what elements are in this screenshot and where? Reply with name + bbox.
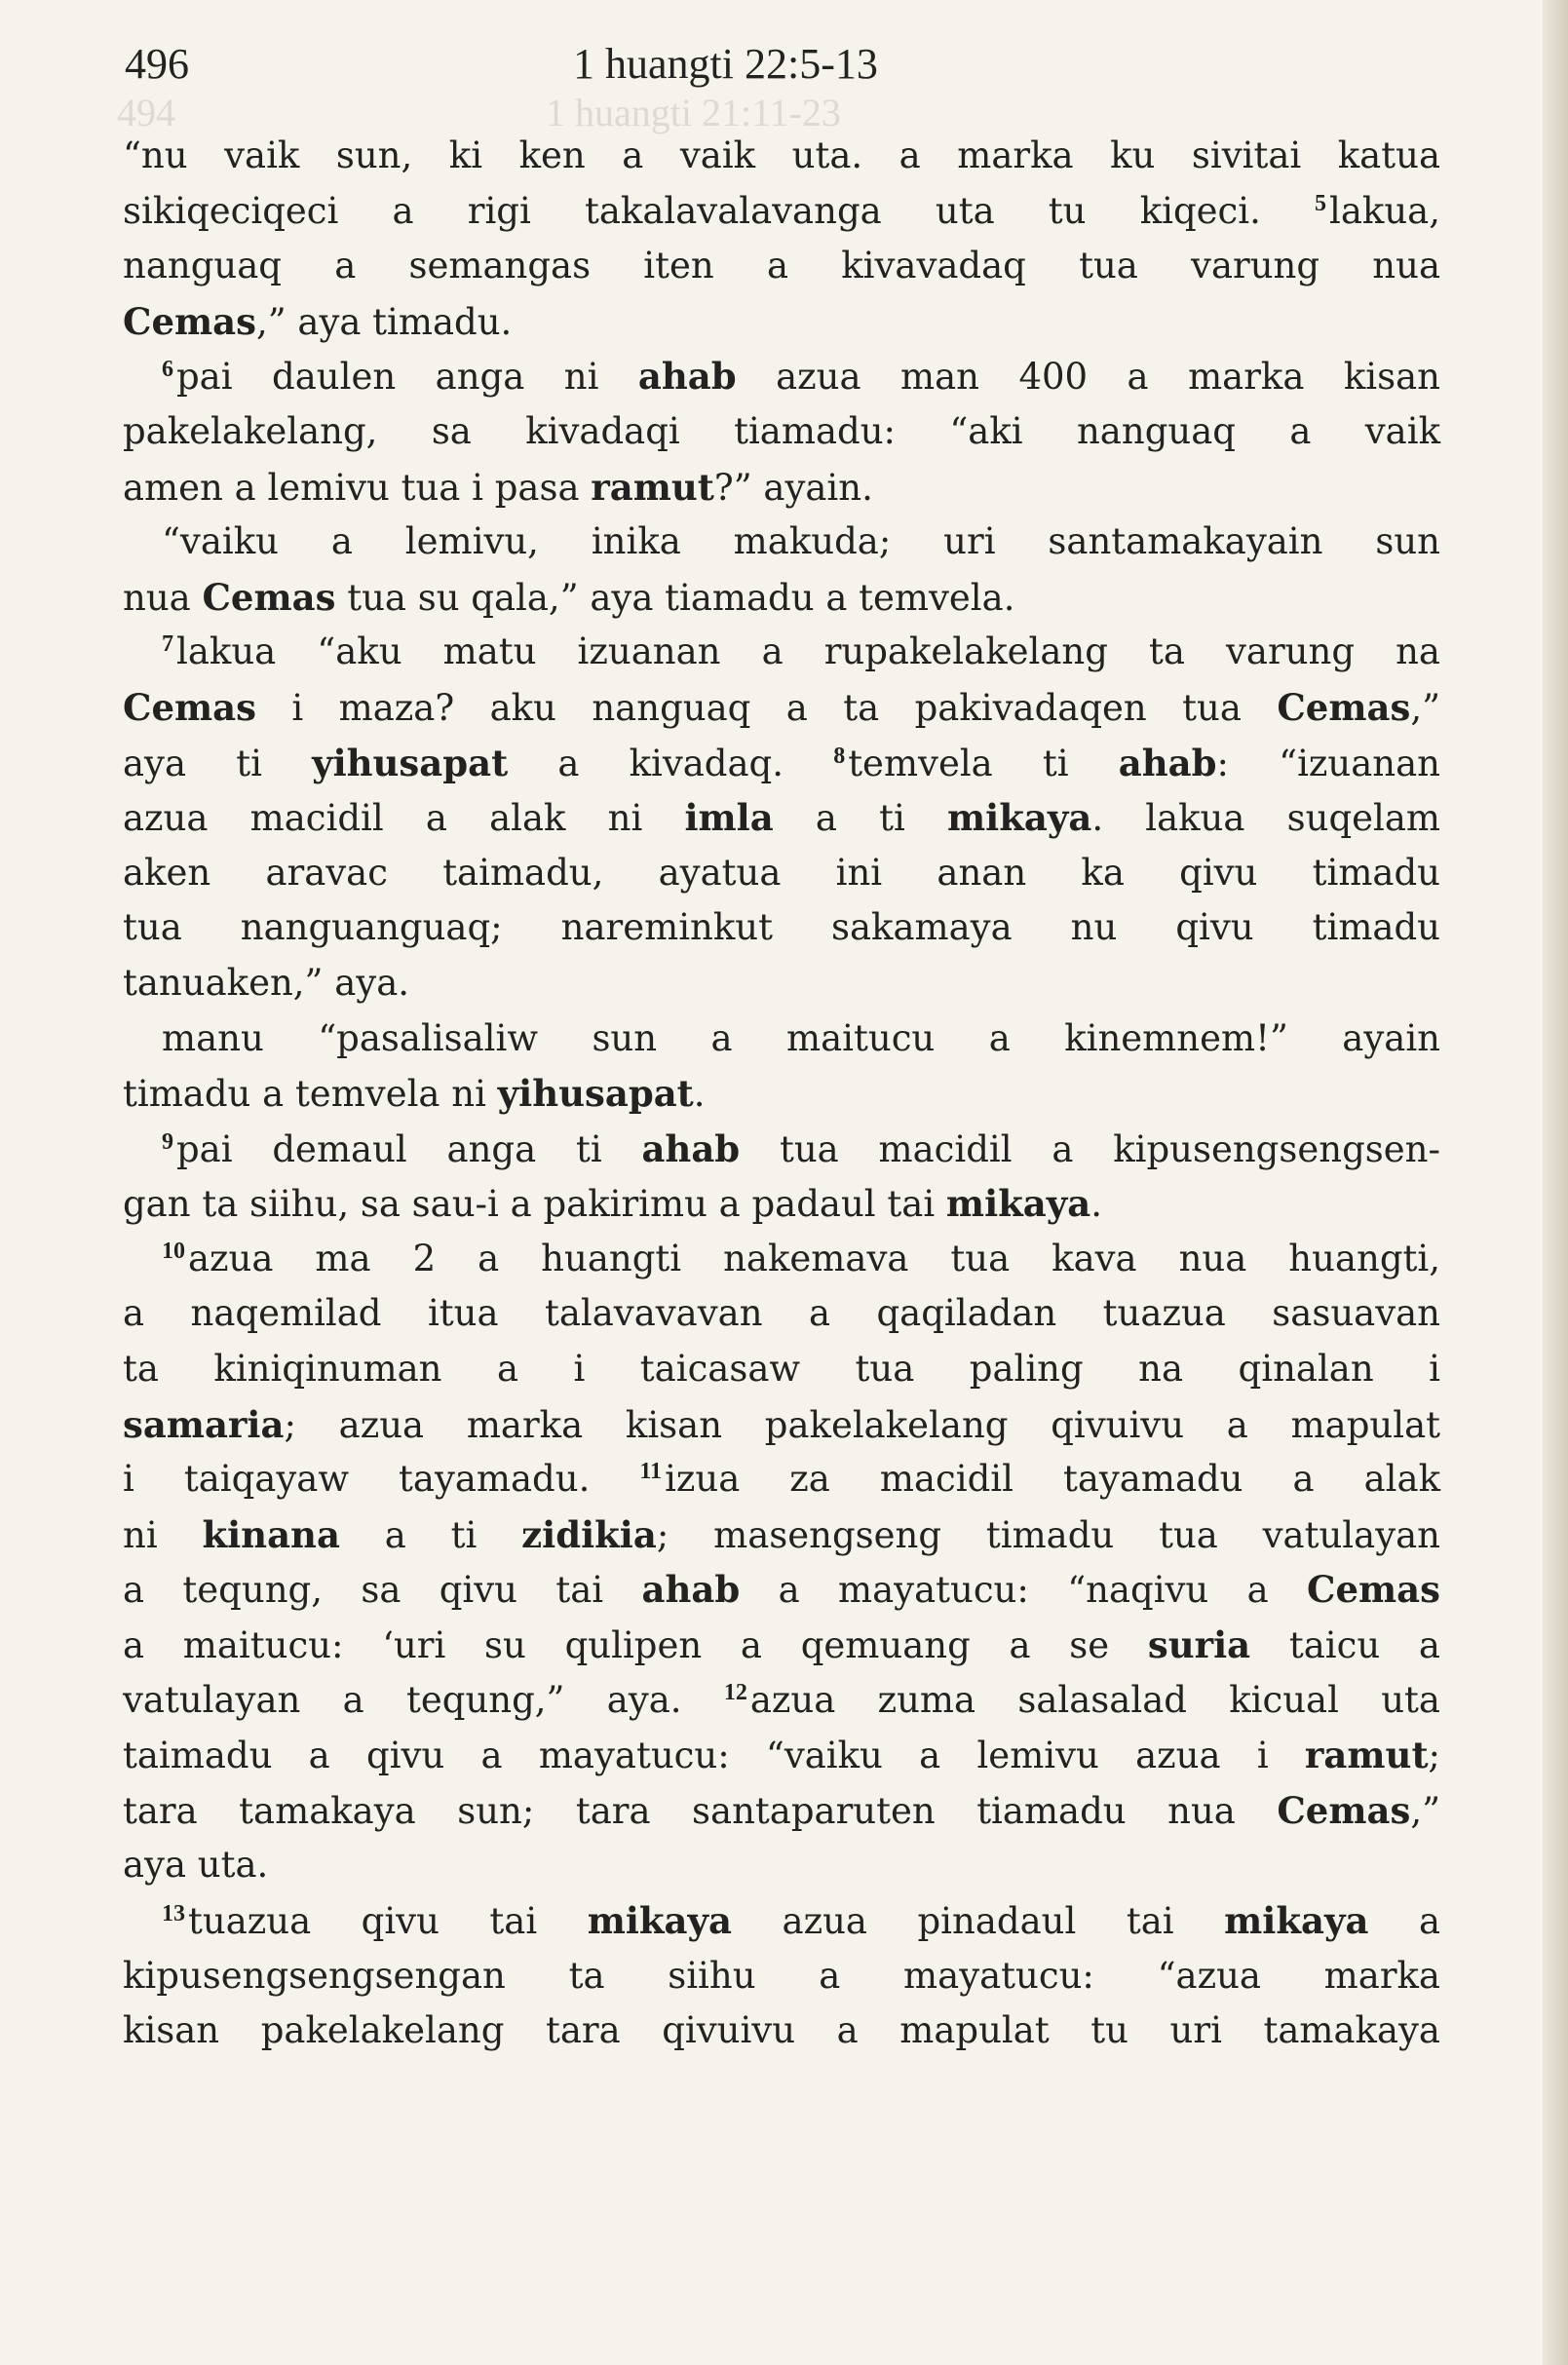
text-line xyxy=(123,625,1440,680)
text-run: temvela ti xyxy=(848,742,1119,784)
bold-term: Cemas xyxy=(1307,1568,1440,1612)
text-run: gan ta siihu, sa sau-i a pakirimu a padaul tai xyxy=(123,1183,946,1226)
text-run: ,” xyxy=(1410,686,1440,729)
verse-number: 8 xyxy=(833,743,846,769)
text-run: pai daulen anga ni xyxy=(176,356,638,399)
text-line xyxy=(123,956,1440,1011)
bold-term: ramut xyxy=(591,465,714,509)
page-gutter-shadow xyxy=(1543,0,1568,2365)
verse-number: 10 xyxy=(162,1238,185,1264)
text-run: azua ma 2 a huangti nakemava tua kava nua huangti, xyxy=(188,1237,1440,1279)
text-run: amen a lemivu tua i pasa xyxy=(123,466,592,509)
text-line xyxy=(123,1286,1440,1342)
text-run: azua macidil a alak ni xyxy=(123,797,685,840)
text-line xyxy=(123,1176,1440,1232)
verse-number: 11 xyxy=(639,1459,663,1485)
text-line xyxy=(123,790,1440,846)
text-line xyxy=(123,1066,1440,1122)
text-run: azua zuma salasalad kicual uta xyxy=(749,1678,1440,1721)
text-run: ni xyxy=(123,1513,203,1556)
text-run: sikiqeciqeci a rigi takalavalavanga uta tu kiqeci. xyxy=(123,189,1316,232)
bold-term: mikaya xyxy=(945,1182,1091,1226)
text-run: azua pinadaul tai xyxy=(732,1900,1225,1942)
bold-term: ramut xyxy=(1304,1734,1429,1777)
text-run: a tequng, sa qivu tai xyxy=(123,1569,642,1612)
text-line xyxy=(123,1893,1440,1949)
text-run: ?” ayain. xyxy=(713,466,873,509)
text-line xyxy=(123,1011,1440,1067)
text-run: ta kiniqinuman a i taicasaw tua paling na qinalan i xyxy=(123,1348,1440,1391)
bold-term: mikaya xyxy=(947,796,1092,840)
text-run: taicu a xyxy=(1250,1624,1440,1667)
scripture-text xyxy=(123,129,1440,2059)
bold-term: mikaya xyxy=(1224,1899,1369,1942)
text-line xyxy=(123,515,1440,570)
text-run: pakelakelang, sa kivadaqi tiamadu: “aki nanguaq a vaik xyxy=(123,409,1440,452)
text-line xyxy=(123,1507,1440,1563)
bold-term: ahab xyxy=(641,1568,741,1612)
page-header xyxy=(0,39,1568,97)
text-line xyxy=(123,1562,1440,1618)
text-run: vatulayan a tequng,” aya. xyxy=(123,1678,724,1721)
bold-term: ahab xyxy=(641,1126,741,1170)
text-line xyxy=(123,460,1440,515)
text-run: “nu vaik sun, ki ken a vaik uta. a marka ku sivitai katua xyxy=(123,134,1440,176)
text-line xyxy=(123,294,1440,350)
text-run: nanguaq a semangas iten a kivavadaq tua varung nua xyxy=(123,245,1440,287)
text-line xyxy=(123,404,1440,460)
text-line xyxy=(123,900,1440,956)
text-run: kipusengsengsengan ta siihu a mayatucu: “azua marka xyxy=(123,1954,1440,1997)
text-run: ,” xyxy=(1410,1789,1440,1832)
text-run: “vaiku a lemivu, inika makuda; uri santamakayain sun xyxy=(162,520,1440,563)
text-run: kisan pakelakelang tara qivuivu a mapulat tu uri tamakaya xyxy=(123,2009,1440,2052)
bold-term: Cemas xyxy=(123,299,256,343)
text-run: i taiqayaw tayamadu. xyxy=(123,1458,640,1501)
bold-term: suria xyxy=(1147,1623,1251,1667)
text-run: a mayatucu: “naqivu a xyxy=(740,1569,1308,1612)
verse-number: 12 xyxy=(723,1679,747,1705)
text-run: tua macidil a kipusengsengsen- xyxy=(740,1127,1440,1170)
bold-term: Cemas xyxy=(1277,685,1411,729)
text-line xyxy=(123,570,1440,626)
text-run: aya uta. xyxy=(123,1844,269,1887)
text-line xyxy=(123,1452,1440,1507)
running-head: 1 huangti 22:5-13 xyxy=(573,40,878,88)
bold-term: samaria xyxy=(123,1402,285,1446)
text-run: taimadu a qivu a mayatucu: “vaiku a lemivu azua i xyxy=(123,1735,1305,1777)
text-line xyxy=(123,1673,1440,1729)
text-line xyxy=(123,1122,1440,1177)
bold-term: imla xyxy=(684,796,774,840)
text-run: pai demaul anga ti xyxy=(176,1127,642,1170)
bold-term: ahab xyxy=(1118,741,1217,784)
text-line xyxy=(123,1232,1440,1287)
verse-number: 9 xyxy=(162,1128,173,1155)
verse-number: 7 xyxy=(162,631,173,658)
bold-term: Cemas xyxy=(202,575,336,619)
text-line xyxy=(123,184,1440,240)
bleed-through-page-number: 494 xyxy=(117,91,175,134)
text-run: . xyxy=(693,1073,706,1116)
text-run: izua za macidil tayamadu a alak xyxy=(665,1458,1440,1501)
text-run: ; xyxy=(1428,1735,1440,1777)
text-run: tara tamakaya sun; tara santaparuten tiamadu nua xyxy=(123,1789,1278,1832)
text-line xyxy=(123,1397,1440,1453)
text-run: ; azua marka kisan pakelakelang qivuivu a mapulat xyxy=(284,1403,1440,1446)
text-run: tua nanguanguaq; nareminkut sakamaya nu qivu timadu xyxy=(123,906,1440,949)
text-run: timadu a temvela ni xyxy=(123,1073,498,1116)
text-run: tua su qala,” aya tiamadu a temvela. xyxy=(335,576,1015,619)
text-line xyxy=(123,846,1440,901)
text-run: a kivadaq. xyxy=(508,742,834,784)
text-run: tuazua qivu tai xyxy=(188,1900,588,1942)
text-line xyxy=(123,129,1440,184)
text-line xyxy=(123,1728,1440,1783)
text-run: ,” aya timadu. xyxy=(255,300,513,343)
text-run: a ti xyxy=(339,1513,522,1556)
text-run: a ti xyxy=(773,797,948,840)
text-run: a maitucu: ‘uri su qulipen a qemuang a se xyxy=(123,1624,1148,1667)
verse-number: 13 xyxy=(162,1901,185,1926)
text-run: : “izuanan xyxy=(1216,742,1441,784)
bold-term: ahab xyxy=(637,355,737,399)
bold-term: Cemas xyxy=(123,685,256,729)
bold-term: yihusapat xyxy=(312,741,509,784)
text-run: lakua, xyxy=(1329,189,1440,232)
verse-number: 6 xyxy=(162,357,173,383)
text-run: azua man 400 a marka kisan xyxy=(736,356,1440,399)
bleed-through-running-head: 1 huangti 21:11-23 xyxy=(546,91,841,134)
text-run: aya ti xyxy=(123,742,313,784)
text-run: lakua “aku matu izuanan a rupakelakelang ta varung na xyxy=(176,630,1440,673)
text-run: . xyxy=(1090,1183,1102,1226)
bold-term: zidikia xyxy=(521,1512,657,1556)
text-line xyxy=(123,239,1440,294)
text-line xyxy=(123,1838,1440,1893)
text-run: a naqemilad itua talavavavan a qaqiladan tuazua sasuavan xyxy=(123,1292,1440,1335)
text-line xyxy=(123,1949,1440,2004)
bold-term: kinana xyxy=(202,1512,340,1556)
text-run: aken aravac taimadu, ayatua ini anan ka qivu timadu xyxy=(123,851,1440,894)
text-line xyxy=(123,2003,1440,2059)
text-line xyxy=(123,1783,1440,1839)
bold-term: yihusapat xyxy=(497,1072,694,1116)
bold-term: mikaya xyxy=(587,1899,733,1942)
text-line xyxy=(123,680,1440,736)
text-run: . lakua suqelam xyxy=(1091,797,1440,840)
text-line xyxy=(123,1342,1440,1397)
text-run: tanuaken,” aya. xyxy=(123,961,410,1004)
text-line xyxy=(123,1618,1440,1673)
text-run: nua xyxy=(123,576,203,619)
page-number: 496 xyxy=(125,40,189,88)
text-line xyxy=(123,349,1440,404)
text-line xyxy=(123,736,1440,791)
text-run: manu “pasalisaliw sun a maitucu a kinemnem!” ayain xyxy=(162,1016,1440,1059)
text-run: ; masengseng timadu tua vatulayan xyxy=(656,1513,1440,1556)
text-run: i maza? aku nanguaq a ta pakivadaqen tua xyxy=(255,686,1278,729)
text-run: a xyxy=(1368,1900,1441,1942)
bold-term: Cemas xyxy=(1277,1788,1411,1832)
verse-number: 5 xyxy=(1315,190,1327,216)
